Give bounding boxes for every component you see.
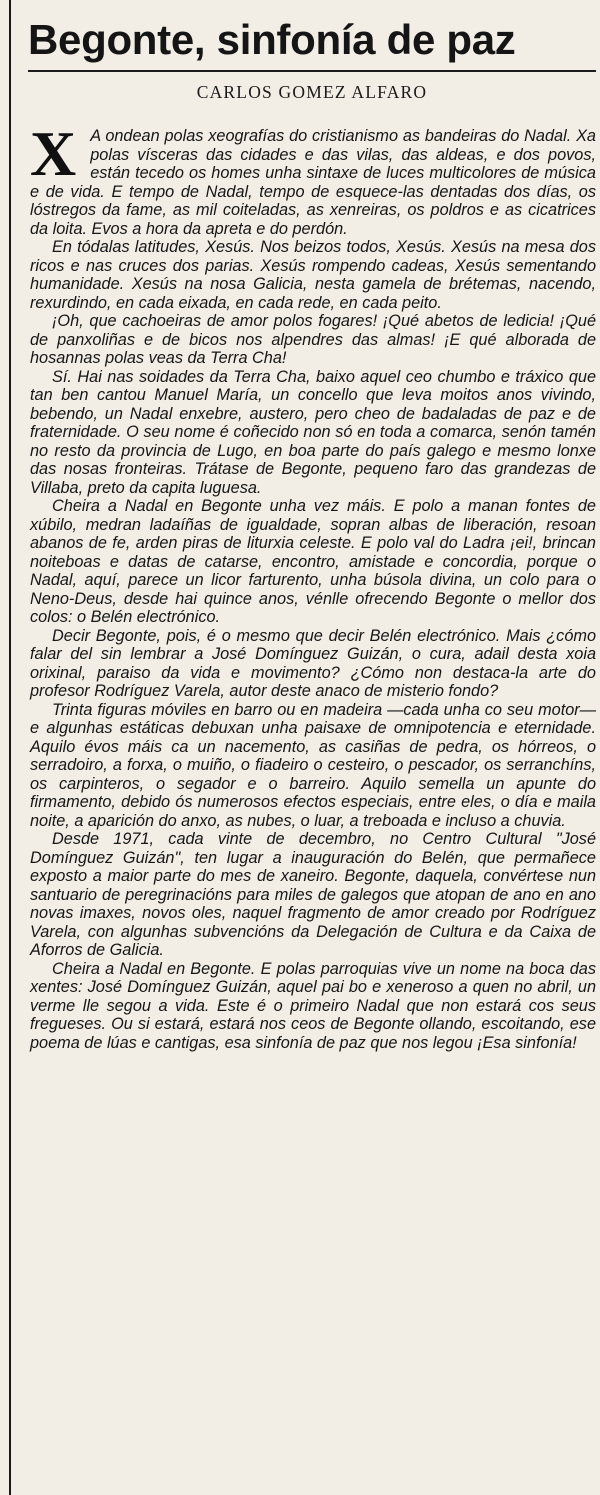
article-byline: CARLOS GOMEZ ALFARO [196,82,428,102]
article-body [30,118,596,1052]
article-headline: Begonte, sinfonía de paz [28,16,516,63]
drop-cap: X [30,118,77,189]
article-paragraph-4: Sí. Hai nas soidades da Terra Cha, baixo aquel ceo chumbo e tráxico que tan ben cantou Manuel María, un concello que leva moitos anos vivindo, bebendo, un Nadal enxebre, austero, pero cheo de badaladas de paz e de fraternidade. O seu nome é coñecido non só en toda a comarca, senón tamén no resto da provincia de Lugo, en boa parte do país galego e mesmo lonxe das nosas fronteiras. Trátase de Begonte, pequeno faro das grandezas de Villaba, preto da capita luguesa. [30,367,596,497]
article-paragraph-5: Cheira a Nadal en Begonte unha vez máis. E polo a manan fontes de xúbilo, medran ladaíñas de igualdade, sopran albas de liberación, resoan abanos de fe, arden piras de liturxia celeste. E polo val do Ladra ¡ei!, brincan noiteboas e datas de catarse, encontro, amistade e concordia, porque o Nadal, aquí, parece un licor farturento, unha búsola divina, un colo para o Neno-Deus, desde hai quince anos, vénlle ofrecendo Begonte o mellor dos colos: o Belén electrónico. [30,497,596,626]
article-paragraph-7: Trinta figuras móviles en barro ou en madeira —cada unha co seu motor— e algunhas estáticas debuxan unha paisaxe de omnipotencia e eternidade. Aquilo évos máis ca un nacemento, as casiñas de pedra, os hórreos, o serradoiro, a forxa, o muiño, o fiadeiro o cesteiro, o pescador, os serranchíns, os carpinteros, o segador e o barreiro. Aquilo semella un apunte do firmamento, debido ós numerosos efectos especiais, entre eles, o día e maila noite, a aparición do anxo, as nubes, o luar, a treboada e incluso a chuvia. [30,700,596,830]
article-paragraph-2: En tódalas latitudes, Xesús. Nos beizos todos, Xesús. Xesús na mesa dos ricos e nas cruces dos parias. Xesús rompendo cadeas, Xesús sementando humanidade. Xesús na nosa Galicia, nesta gamela de brétemas, nacendo, rexurdindo, en cada eixada, en cada rede, en cada peito. [30,238,596,312]
article-paragraph-8: Desde 1971, cada vinte de decembro, no Centro Cultural "José Domínguez Guizán", ten lugar a inauguración do Belén, que permañece exposto a maior parte do mes de xaneiro. Begonte, daquela, convértese nun santuario de peregrinacións para miles de galegos que atopan de ano en ano novas imaxes, novos oles, naquel fragmento de amor creado por Rodríguez Varela, con algunhas subvencións da Delegación de Cultura e da Caixa de Aforros de Galicia. [30,830,596,959]
column-rule [9,0,11,1495]
article-paragraph-9: Cheira a Nadal en Begonte. E polas parroquias vive un nome na boca das xentes: José Domínguez Guizán, aquel pai bo e xeneroso a quen no abril, un verme lle segou a vida. Este é o primeiro Nadal que non estará cos seus fregueses. Ou si estará, estará nos ceos de Begonte ollando, escoitando, ese poema de lúas e cantigas, esa sinfonía de paz que nos legou ¡Esa sinfonía! [30,959,596,1052]
article-paragraph-1: X A ondean polas xeografías do cristianismo as bandeiras do Nadal. Xa polas vísceras das cidades e das vilas, das aldeas, e dos povos, están tecedo os homes unha sintaxe de luces multicolores de música e de vida. E tempo de Nadal, tempo de esquece-las dentadas dos días, os lóstregos da fame, as mil coiteladas, as xenreiras, os poldros e as cicatrices da loita. Evos a hora da apreta e do perdón. [30,118,596,238]
article-paragraph-3: ¡Oh, que cachoeiras de amor polos fogares! ¡Qué abetos de ledicia! ¡Qué de panxoliñas e de bicos nos alpendres das almas! ¡E qué alborada de hosannas polas veas da Terra Cha! [30,312,596,367]
article-paragraph-6: Decir Begonte, pois, é o mesmo que decir Belén electrónico. Mais ¿cómo falar del sin lembrar a José Domínguez Guizán, o cura, adail desta xoia orixinal, paraiso da vida e movimento? ¿Cómo non destaca-la arte do profesor Rodríguez Varela, autor deste anaco de misterio fondo? [30,626,596,700]
headline-rule [28,70,596,72]
